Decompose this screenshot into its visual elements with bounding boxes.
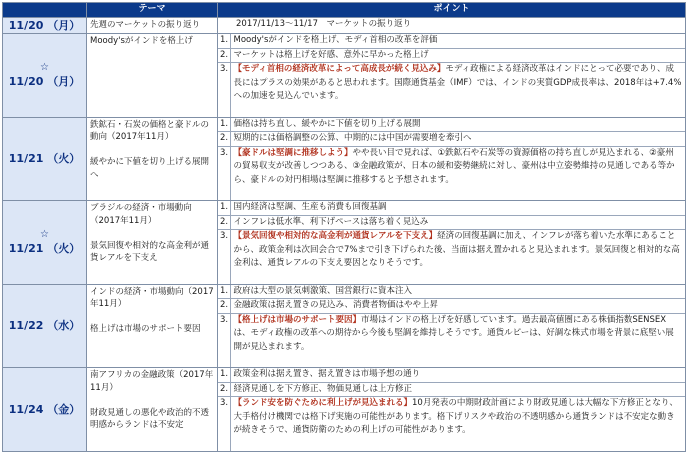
point-body: 経済見通しを下方修正、物価見通しは上方修正 (233, 383, 413, 394)
date-label: 11/21 （火） (8, 152, 81, 166)
star-icon: ☆ (40, 228, 49, 240)
point-body: 市場はインドの格上げを好感しています。過去最高値圏にある株価指数SENSEXは、モディ政権の改革への期待から今後も堅調を維持しそうです。通貨ルピーは、好調な株式市場を背景に底堅い展開が見込まれます。 (233, 314, 674, 352)
point-item (218, 382, 685, 397)
point-text (230, 382, 685, 397)
table-row (3, 284, 686, 368)
point-text (230, 368, 685, 382)
point-item (218, 34, 685, 48)
point-highlight: 【ランド安を防ぐために利上げが見込まれる】 (233, 398, 413, 408)
point-number: 1. (218, 118, 230, 132)
point-number: 2. (218, 382, 230, 397)
point-body: 国内経済は堅調、生産も消費も回復基調 (233, 202, 387, 212)
point-number: 3. (218, 397, 230, 451)
point-body: やや長い目で見れば、①鉄鉱石や石炭等の資源価格の持ち直しが見込まれる、②豪州の貿易収支が改善しつつある、③金融政策が、日本の緩和姿勢継続に対し、豪州は中立姿勢維持の見通しである等から、豪ドルの対円相場は堅調に推移すると予想されます。 (233, 147, 675, 185)
points-cell (218, 284, 686, 368)
point-body: 10月発表の中期財政計画により財政見通しは大幅な下方修正となり、大手格付け機関では格下げ実施の可能性があります。格下げリスクや政治の不透明感から通貨ランドは不安定な動きが続きそうで、通貨防衛のための利上げの可能性があります。 (233, 398, 678, 435)
point-number: 2. (218, 48, 230, 63)
point-number: 1. (218, 34, 230, 48)
point-body: 政策金利は据え置き、据え置きは市場予想の通り (233, 369, 421, 379)
date-label: 11/20 （月） (8, 19, 81, 32)
point-text (230, 230, 685, 284)
date-cell (3, 18, 87, 34)
point-item (218, 230, 685, 284)
point-text (230, 146, 685, 200)
point-body: モディ政権による経済改革はインドにとって必要であり、成長にはプラスの効果があると思われます。国際通貨基金（IMF）では、インドの実質GDP成長率は、2018年は+7.4%への加速を見込んでいます。 (233, 64, 682, 101)
date-cell (3, 368, 87, 452)
point-text (230, 63, 685, 117)
point-item (218, 299, 685, 314)
table-row (3, 201, 686, 285)
point-number: 3. (218, 230, 230, 284)
point-number: 3. (218, 63, 230, 117)
point-text (230, 118, 685, 132)
point-number: 2. (218, 132, 230, 147)
header-date-cell (3, 3, 87, 18)
points-cell (218, 201, 686, 285)
point-body: 金融政策は据え置きの見込み、消費者物価はやや上昇 (233, 300, 439, 310)
date-label: 11/24 （金） (8, 402, 81, 416)
points-cell (218, 117, 686, 201)
point-item (218, 215, 685, 230)
date-label: 11/20 （月） (8, 74, 81, 88)
star-icon: ☆ (40, 61, 49, 73)
point-number: 3. (218, 146, 230, 200)
table-row (3, 18, 686, 34)
point-number: 2. (218, 215, 230, 230)
point-text (230, 313, 685, 367)
point-highlight: 【モディ首相の経済改革によって高成長が続く見込み】 (233, 64, 446, 74)
date-cell (3, 284, 87, 368)
point-number: 1. (218, 201, 230, 215)
points-cell (218, 368, 686, 452)
point-item (218, 63, 685, 117)
theme-cell[interactable]: 南アフリカの金融政策（2017年11月） 財政見通しの悪化や政治的不透明感からランドは不安定 (87, 368, 218, 452)
point-text (230, 48, 685, 63)
point-item (218, 285, 685, 299)
theme-cell[interactable]: 先週のマーケットの振り返り (87, 18, 218, 34)
date-cell (3, 34, 87, 118)
point-number: 3. (218, 313, 230, 367)
point-item (218, 201, 685, 215)
date-cell (3, 201, 87, 285)
header-points: ポイント (218, 3, 686, 18)
point-text (230, 215, 685, 230)
point-item (218, 313, 685, 367)
points-list (218, 201, 685, 284)
theme-cell[interactable]: インドの経済・市場動向（2017年11月） 格上げは市場のサポート要因 (87, 284, 218, 368)
point-cell: 2017/11/13～11/17 マーケットの振り返り (218, 18, 686, 34)
point-text (230, 132, 685, 147)
date-cell (3, 117, 87, 201)
point-number: 1. (218, 285, 230, 299)
table-row (3, 34, 686, 118)
point-body: Moody'sがインドを格上げ、モディ首相の改革を評価 (233, 35, 438, 45)
points-cell (218, 34, 686, 118)
point-text (230, 299, 685, 314)
point-body: マーケットは格上げを好感、意外に早かった格上げ (233, 49, 429, 60)
point-number: 1. (218, 368, 230, 382)
point-body: インフレは低水準、利下げペースは落ち着く見込み (233, 216, 429, 227)
point-highlight: 【景気回復や相対的な高金利が通貨レアルを下支え】 (233, 231, 438, 241)
table-header-row (3, 3, 686, 18)
theme-cell[interactable]: ブラジルの経済・市場動向（2017年11月） 景気回復や相対的な高金利が通貨レアルを下支え (87, 201, 218, 285)
point-item (218, 48, 685, 63)
table-row (3, 117, 686, 201)
point-text (230, 397, 685, 451)
point-text (230, 201, 685, 215)
points-list (218, 285, 685, 368)
point-item (218, 146, 685, 200)
point-highlight: 【格上げは市場のサポート要因】 (233, 314, 362, 325)
point-item (218, 397, 685, 451)
point-text (230, 34, 685, 48)
point-item (218, 368, 685, 382)
point-body: 短期的には価格調整の公算、中期的には中国が需要増を牽引へ (233, 133, 472, 143)
point-body: 価格は持ち直し、緩やかに下値を切り上げる展開 (233, 118, 421, 129)
date-label: 11/22 （水） (8, 319, 81, 333)
points-list (218, 368, 685, 451)
points-list (218, 34, 685, 117)
point-text (230, 285, 685, 299)
point-number: 2. (218, 299, 230, 314)
points-list (218, 118, 685, 201)
market-schedule-table (2, 2, 686, 452)
theme-cell[interactable]: 鉄鉱石・石炭の価格と豪ドルの動向（2017年11月） 緩やかに下値を切り上げる展開へ (87, 117, 218, 201)
header-theme: テーマ (87, 3, 218, 18)
point-item (218, 132, 685, 147)
point-body: 政府は大型の景気刺激策、国営銀行に資本注入 (233, 285, 413, 296)
point-body: 経済の回復基調に加え、インフレが落ち着いた水準にあることから、政策金利は次回会合で7%まで引き下げられた後、当面は据え置かれると見込まれます。景気回復と相対的な高金利は、通貨レアルの下支え要因となりそうです。 (233, 231, 680, 268)
theme-cell[interactable]: Moody'sがインドを格上げ (87, 34, 218, 118)
table-row (3, 368, 686, 452)
date-label: 11/21 （火） (8, 241, 81, 255)
point-highlight: 【豪ドルは堅調に推移しよう】 (233, 147, 353, 158)
point-item (218, 118, 685, 132)
